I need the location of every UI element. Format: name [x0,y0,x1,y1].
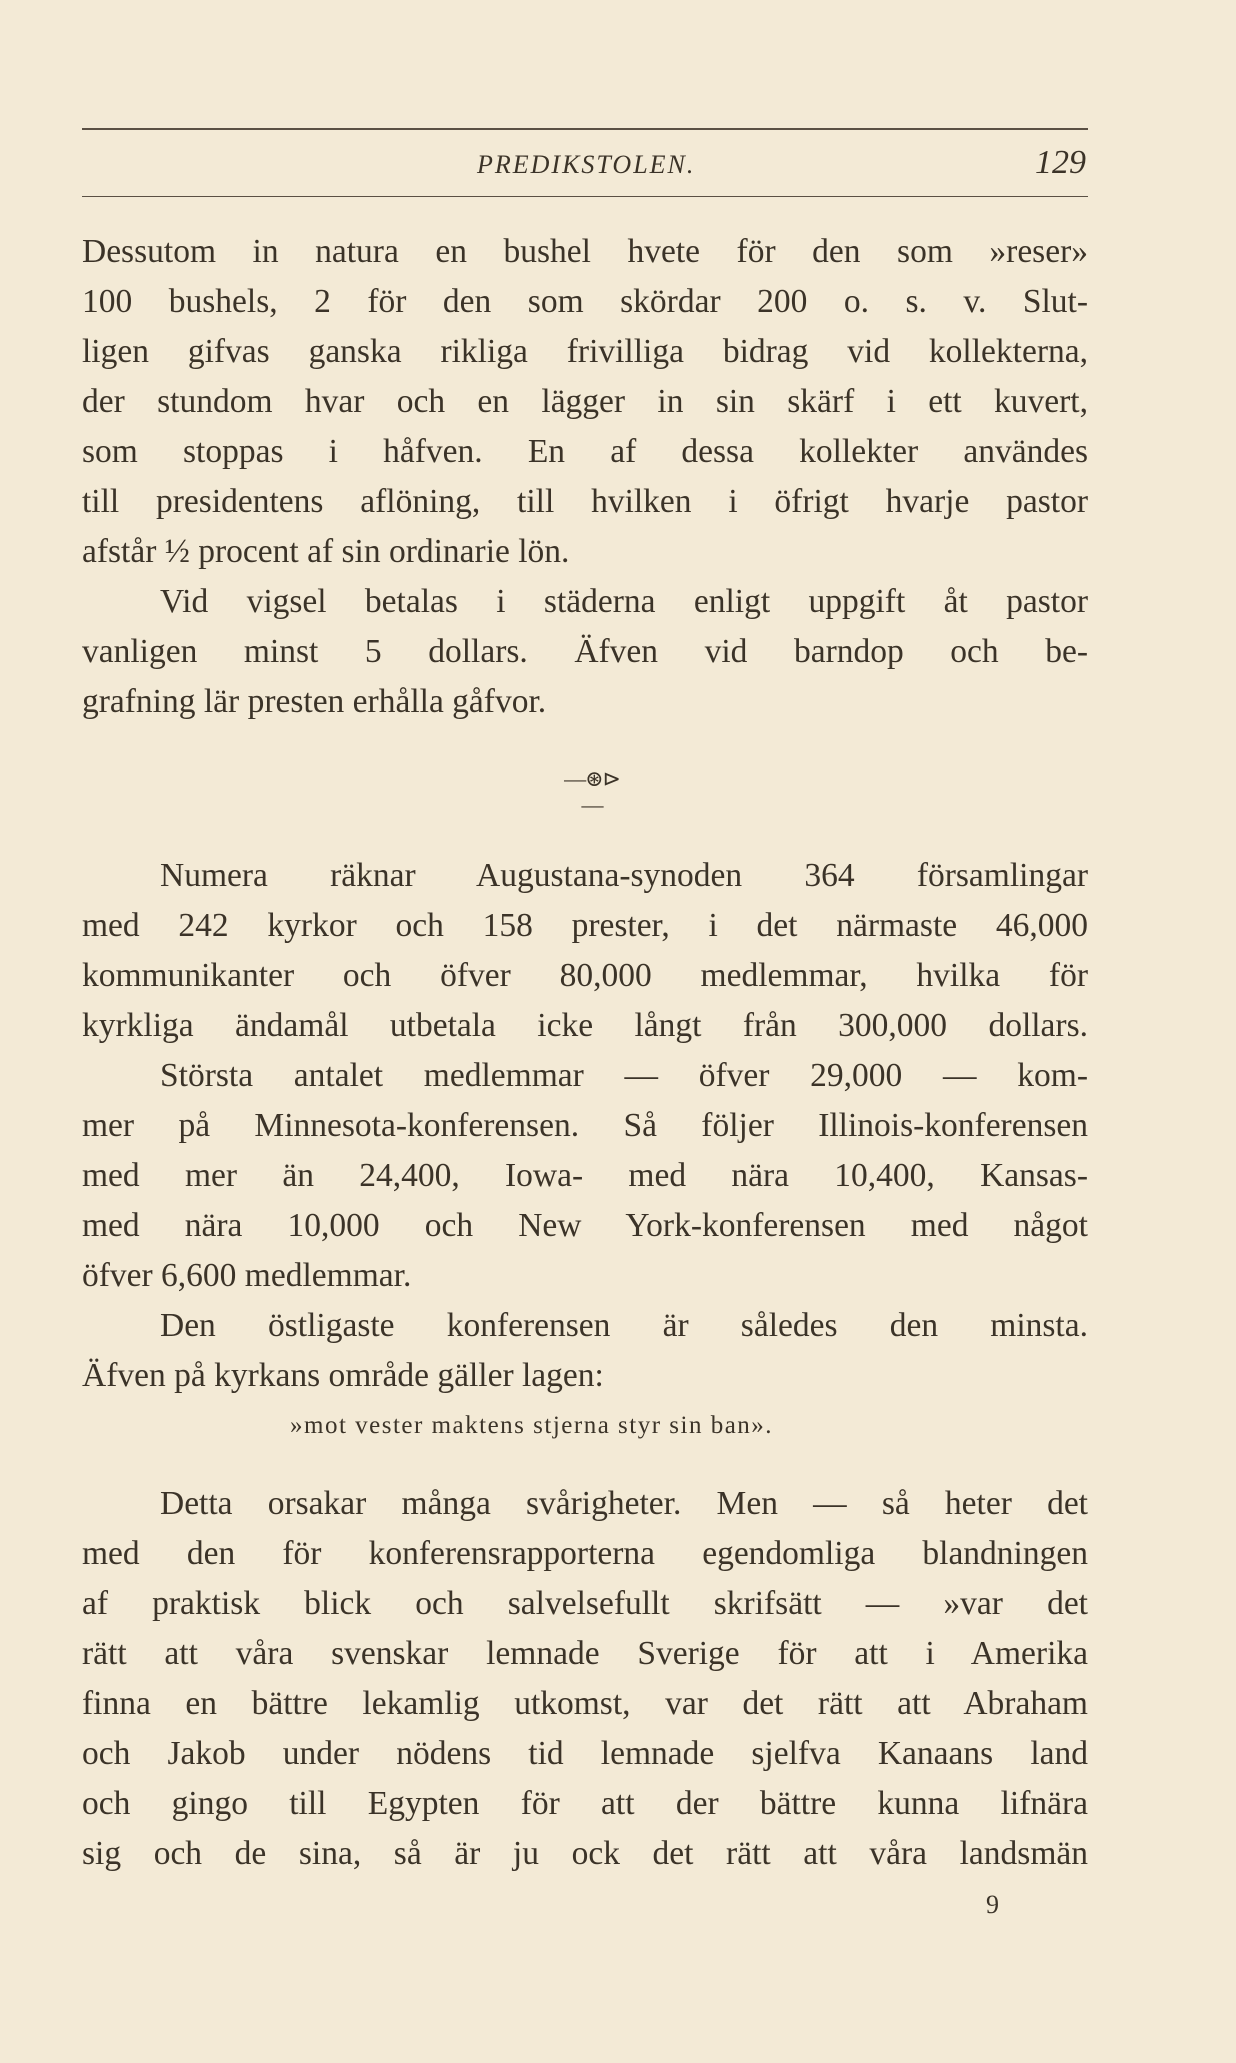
text-line: med mer än 24,400, Iowa- med nära 10,400, Kansas- [82,1157,1088,1194]
text-line: sig och de sina, så är ju ock det rätt att våra landsmän [82,1835,1088,1872]
text-line: Den östligaste konferensen är således den minsta. [160,1307,1088,1344]
text-line: af praktisk blick och salvelsefullt skrifsätt — »var det [82,1585,1088,1622]
text-line: med 242 kyrkor och 158 prester, i det närmaste 46,000 [82,907,1088,944]
text-line: Dessutom in natura en bushel hvete för den som »reser» [82,233,1088,270]
text-line: afstår ½ procent af sin ordinarie lön. [82,533,570,570]
text-line: finna en bättre lekamlig utkomst, var det rätt att Abraham [82,1685,1088,1722]
text-line: med den för konferensrapporterna egendomliga blandningen [82,1535,1088,1572]
text-line: ligen gifvas ganska rikliga frivilliga bidrag vid kollekterna, [82,333,1088,370]
page-number: 129 [1035,144,1086,181]
text-line: och Jakob under nödens tid lemnade sjelfva Kanaans land [82,1735,1088,1772]
text-line: mer på Minnesota-konferensen. Så följer Illinois-konferensen [82,1107,1088,1144]
text-line: med nära 10,000 och New York-konferensen med något [82,1207,1088,1244]
text-line: vanligen minst 5 dollars. Äfven vid barndop och be- [82,633,1088,670]
header-bottom-rule [82,196,1088,197]
text-line: Största antalet medlemmar — öfver 29,000 — kom- [160,1057,1088,1094]
verse-quotation: »mot vester maktens stjerna styr sin ban». [290,1412,774,1439]
text-line: öfver 6,600 medlemmar. [82,1257,412,1294]
text-line: kyrkliga ändamål utbetala icke långt från 300,000 dollars. [82,1007,1088,1044]
text-line: der stundom hvar och en lägger in sin skärf i ett kuvert, [82,383,1088,420]
paragraph-block-3 [82,1479,1088,1879]
section-separator-ornament: —⊛⊳— [564,766,620,817]
running-title: PREDIKSTOLEN. [477,150,696,179]
header-top-rule [82,128,1088,130]
text-line: som stoppas i håfven. En af dessa kollekter användes [82,433,1088,470]
text-line: rätt att våra svenskar lemnade Sverige för att i Amerika [82,1635,1088,1672]
text-line: till presidentens aflöning, till hvilken i öfrigt hvarje pastor [82,483,1088,520]
text-line: 100 bushels, 2 för den som skördar 200 o. s. v. Slut- [82,283,1088,320]
text-line: Numera räknar Augustana-synoden 364 församlingar [160,857,1088,894]
text-line: Äfven på kyrkans område gäller lagen: [82,1357,604,1394]
text-line: Vid vigsel betalas i städerna enligt uppgift åt pastor [160,583,1088,620]
text-line: Detta orsakar många svårigheter. Men — så heter det [160,1485,1088,1522]
page-header [82,142,1088,186]
paragraph-block-2 [82,851,1088,1401]
paragraph-block-1 [82,227,1088,727]
text-line: grafning lär presten erhålla gåfvor. [82,683,547,720]
signature-mark: 9 [986,1890,999,1919]
text-line: och gingo till Egypten för att der bättre kunna lifnära [82,1785,1088,1822]
text-line: kommunikanter och öfver 80,000 medlemmar, hvilka för [82,957,1088,994]
